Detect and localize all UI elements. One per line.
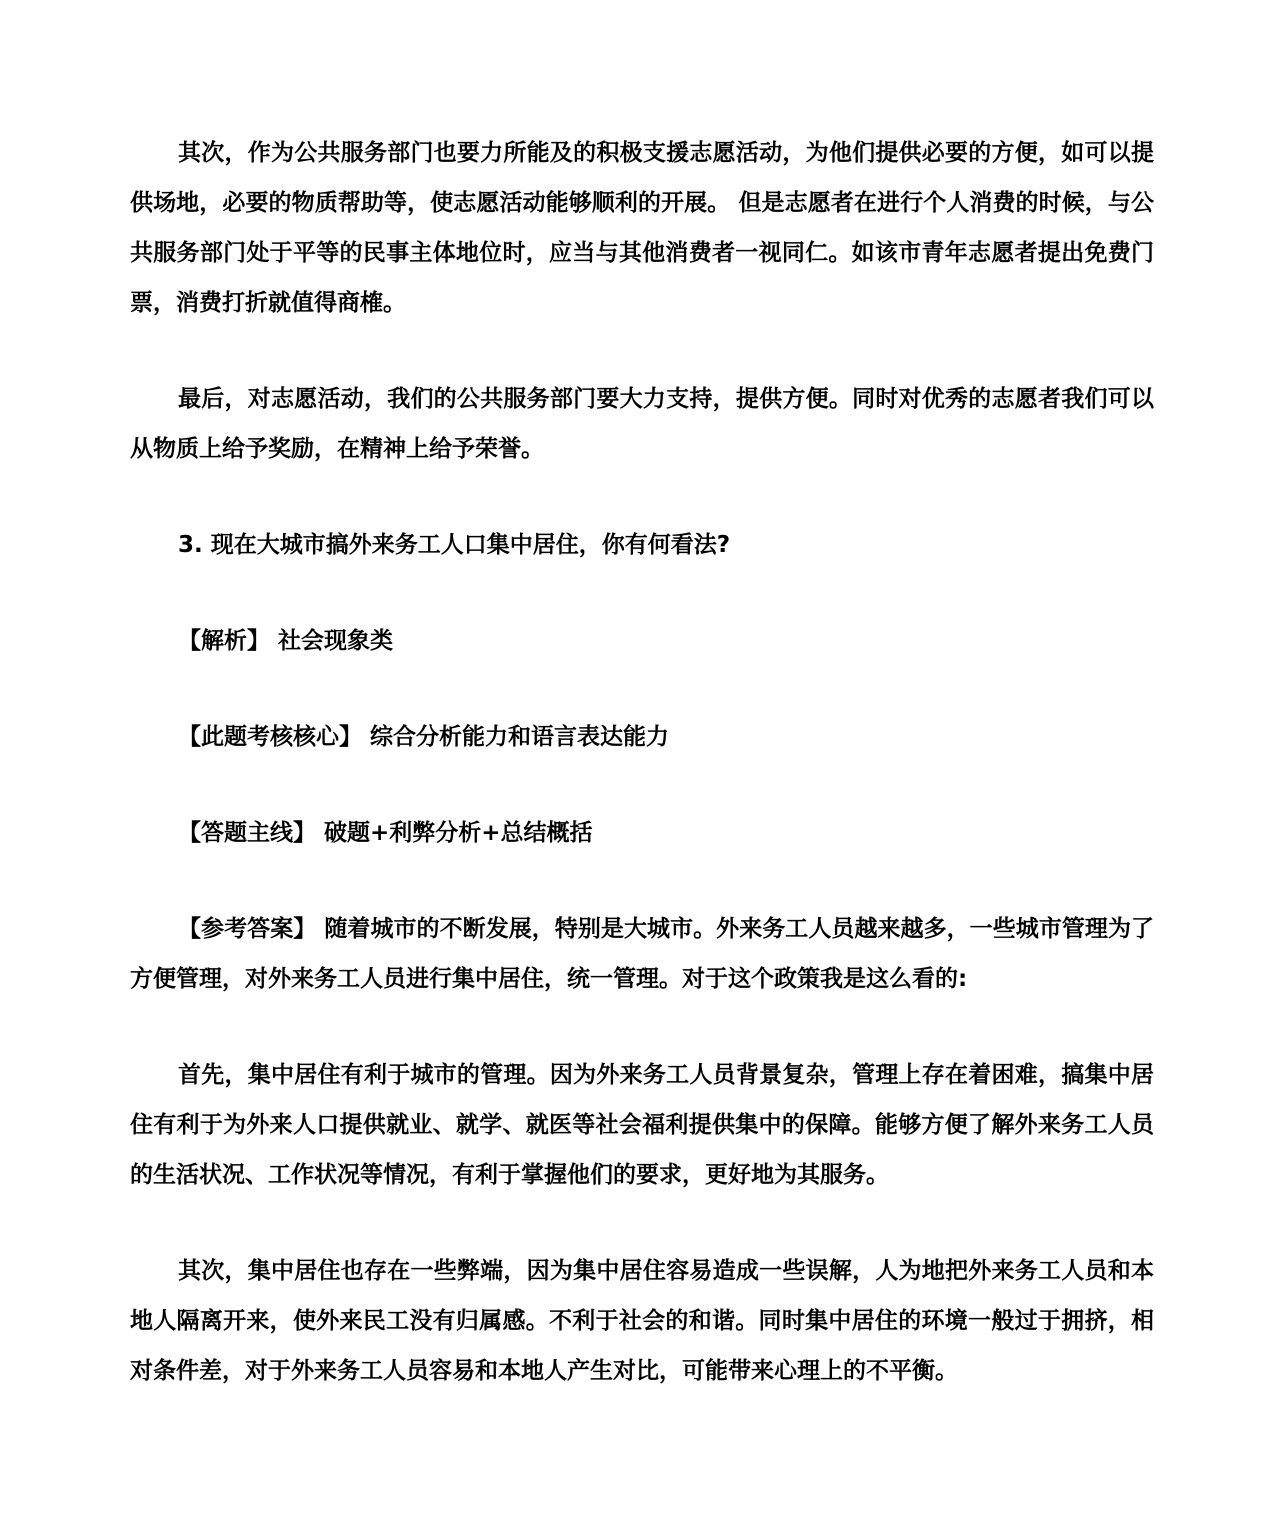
mainline-value: 破题+利弊分析+总结概括 (324, 820, 593, 846)
core-value: 综合分析能力和语言表达能力 (370, 724, 670, 750)
answer-label: 【参考答案】 (178, 916, 317, 942)
analysis-line (130, 616, 1154, 666)
answer-paragraph (130, 904, 1154, 1004)
paragraph-second-point: 其次，集中居住也存在一些弊端，因为集中居住容易造成一些误解，人为地把外来务工人员和本地人隔离开来，使外来民工没有归属感。不利于社会的和谐。同时集中居住的环境一般过于拥挤，相对条件差，对于外来务工人员容易和本地人产生对比，可能带来心理上的不平衡。 (130, 1258, 1154, 1384)
paragraph-first-point: 首先，集中居住有利于城市的管理。因为外来务工人员背景复杂，管理上存在着困难，搞集中居住有利于为外来人口提供就业、就学、就医等社会福利提供集中的保障。能够方便了解外来务工人员的生活状况、工作状况等情况，有利于掌握他们的要求，更好地为其服务。 (130, 1062, 1154, 1188)
paragraph-conclusion: 最后，对志愿活动，我们的公共服务部门要大力支持，提供方便。同时对优秀的志愿者我们可以从物质上给予奖励，在精神上给予荣誉。 (130, 386, 1154, 462)
document-page (130, 128, 1154, 1396)
question-heading: 3. 现在大城市搞外来务工人口集中居住，你有何看法? (178, 532, 731, 558)
analysis-value: 社会现象类 (278, 628, 394, 654)
core-label: 【此题考核核心】 (178, 724, 362, 750)
core-line (130, 712, 1154, 762)
analysis-label: 【解析】 (178, 628, 270, 654)
mainline-line (130, 808, 1154, 858)
mainline-label: 【答题主线】 (178, 820, 316, 846)
answer-value: 随着城市的不断发展，特别是大城市。外来务工人员越来越多，一些城市管理为了方便管理，对外来务工人员进行集中居住，统一管理。对于这个政策我是这么看的: (130, 916, 1155, 992)
paragraph-support-volunteers: 其次，作为公共服务部门也要力所能及的积极支援志愿活动，为他们提供必要的方便，如可以提供场地，必要的物质帮助等，使志愿活动能够顺利的开展。 但是志愿者在进行个人消费的时候，与公共服务部门处于平等的民事主体地位时，应当与其他消费者一视同仁。如该市青年志愿者提出免费门票，消费打折就值得商榷。 (130, 140, 1154, 316)
